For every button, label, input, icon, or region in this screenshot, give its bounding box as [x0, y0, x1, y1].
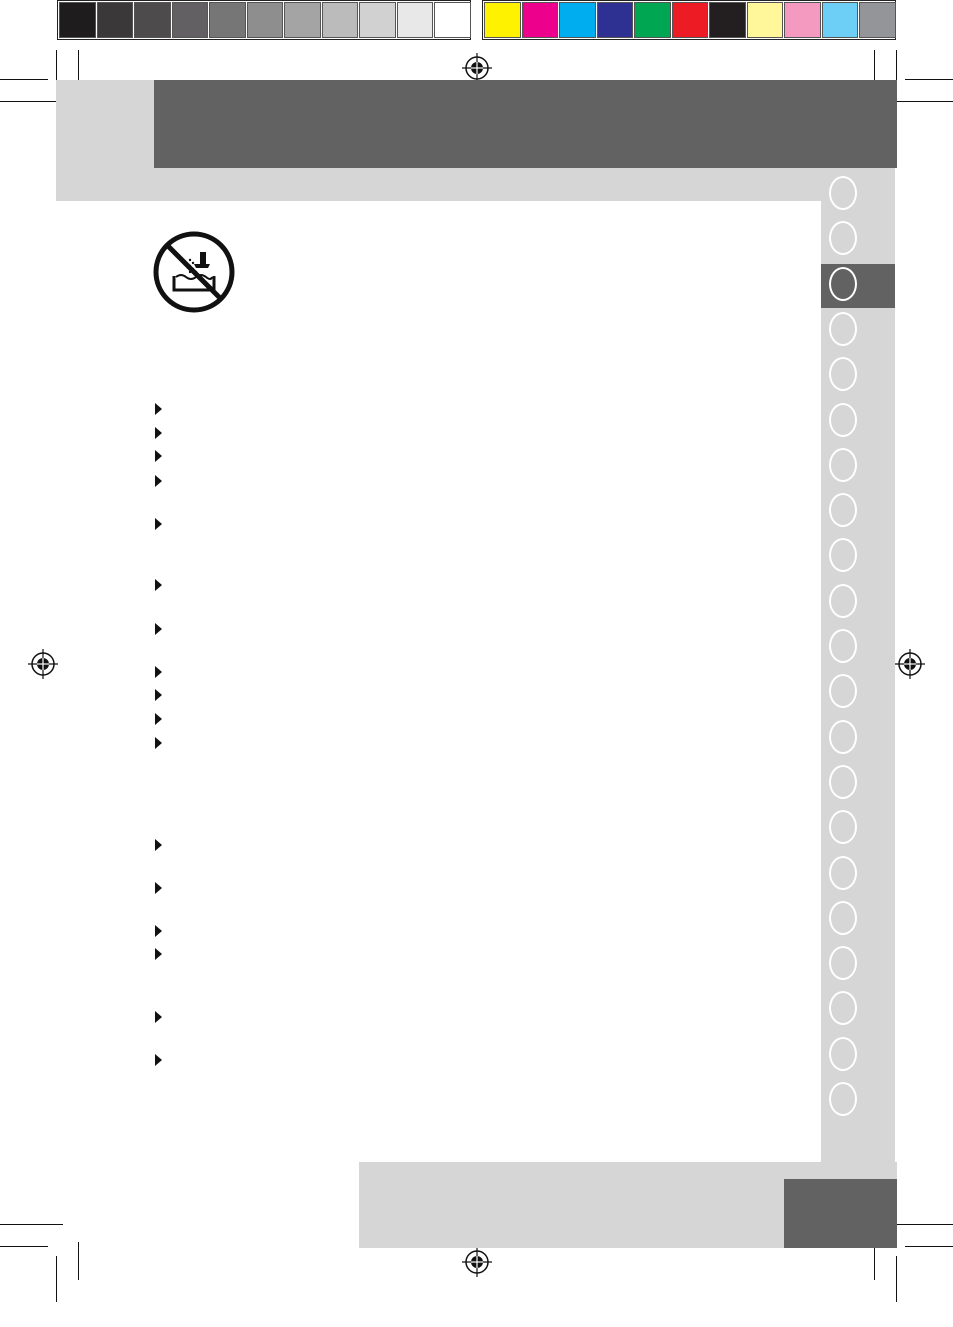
crop-mark: [78, 1242, 79, 1280]
triangle-right-bullet: [155, 427, 162, 439]
grayscale-swatch: [209, 2, 246, 38]
triangle-right-bullet: [155, 713, 162, 725]
triangle-right-bullet: [155, 1011, 162, 1023]
grayscale-swatch: [397, 2, 434, 38]
page-number-box: [784, 1179, 897, 1248]
process-color-swatch: [822, 2, 859, 38]
process-color-swatch: [859, 2, 896, 38]
crop-mark: [0, 79, 48, 80]
triangle-right-bullet: [155, 450, 162, 462]
language-tab[interactable]: [829, 1037, 857, 1071]
triangle-right-bullet: [155, 948, 162, 960]
crop-mark: [890, 101, 953, 102]
registration-mark-icon: [895, 649, 925, 679]
registration-mark-icon: [462, 53, 492, 83]
triangle-right-bullet: [155, 623, 162, 635]
grayscale-swatch: [97, 2, 134, 38]
crop-mark: [905, 1246, 953, 1247]
grayscale-swatch: [359, 2, 396, 38]
crop-mark: [0, 101, 63, 102]
language-tab[interactable]: [829, 312, 857, 346]
registration-mark-icon: [28, 649, 58, 679]
language-tab[interactable]: [829, 946, 857, 980]
process-color-swatch: [784, 2, 821, 38]
triangle-right-bullet: [155, 666, 162, 678]
grayscale-swatch: [247, 2, 284, 38]
grayscale-swatch: [284, 2, 321, 38]
crop-mark: [0, 1224, 63, 1225]
grayscale-swatch: [59, 2, 96, 38]
process-color-swatch: [747, 2, 784, 38]
crop-mark: [890, 1224, 953, 1225]
language-tab[interactable]: [829, 765, 857, 799]
language-tab[interactable]: [829, 810, 857, 844]
triangle-right-bullet: [155, 925, 162, 937]
header-title-bar: [154, 80, 897, 168]
language-tab[interactable]: [829, 1082, 857, 1116]
language-tab[interactable]: [829, 448, 857, 482]
triangle-right-bullet: [155, 882, 162, 894]
process-color-swatch: [522, 2, 559, 38]
registration-mark-icon: [462, 1247, 492, 1277]
language-tab[interactable]: [829, 357, 857, 391]
grayscale-swatch: [172, 2, 209, 38]
process-color-swatch: [597, 2, 634, 38]
grayscale-swatch: [134, 2, 171, 38]
language-tab[interactable]: [829, 176, 857, 210]
grayscale-swatch: [322, 2, 359, 38]
crop-mark: [0, 1246, 48, 1247]
triangle-right-bullet: [155, 518, 162, 530]
triangle-right-bullet: [155, 839, 162, 851]
process-color-swatch: [634, 2, 671, 38]
grayscale-swatch: [434, 2, 471, 38]
process-color-swatch: [559, 2, 596, 38]
crop-mark: [905, 79, 953, 80]
triangle-right-bullet: [155, 689, 162, 701]
process-color-swatch: [484, 2, 521, 38]
language-tab-active[interactable]: [829, 267, 857, 301]
triangle-right-bullet: [155, 475, 162, 487]
triangle-right-bullet: [155, 1054, 162, 1066]
language-tab[interactable]: [829, 629, 857, 663]
language-tab[interactable]: [829, 403, 857, 437]
crop-mark: [896, 1256, 897, 1302]
triangle-right-bullet: [155, 737, 162, 749]
language-tab[interactable]: [829, 901, 857, 935]
crop-mark: [56, 1256, 57, 1302]
language-tab[interactable]: [829, 720, 857, 754]
language-tab[interactable]: [829, 493, 857, 527]
language-tab[interactable]: [829, 584, 857, 618]
no-water-immersion-icon: [152, 230, 236, 314]
process-color-swatch: [709, 2, 746, 38]
triangle-right-bullet: [155, 403, 162, 415]
process-color-swatch: [672, 2, 709, 38]
triangle-right-bullet: [155, 579, 162, 591]
language-tab[interactable]: [829, 856, 857, 890]
